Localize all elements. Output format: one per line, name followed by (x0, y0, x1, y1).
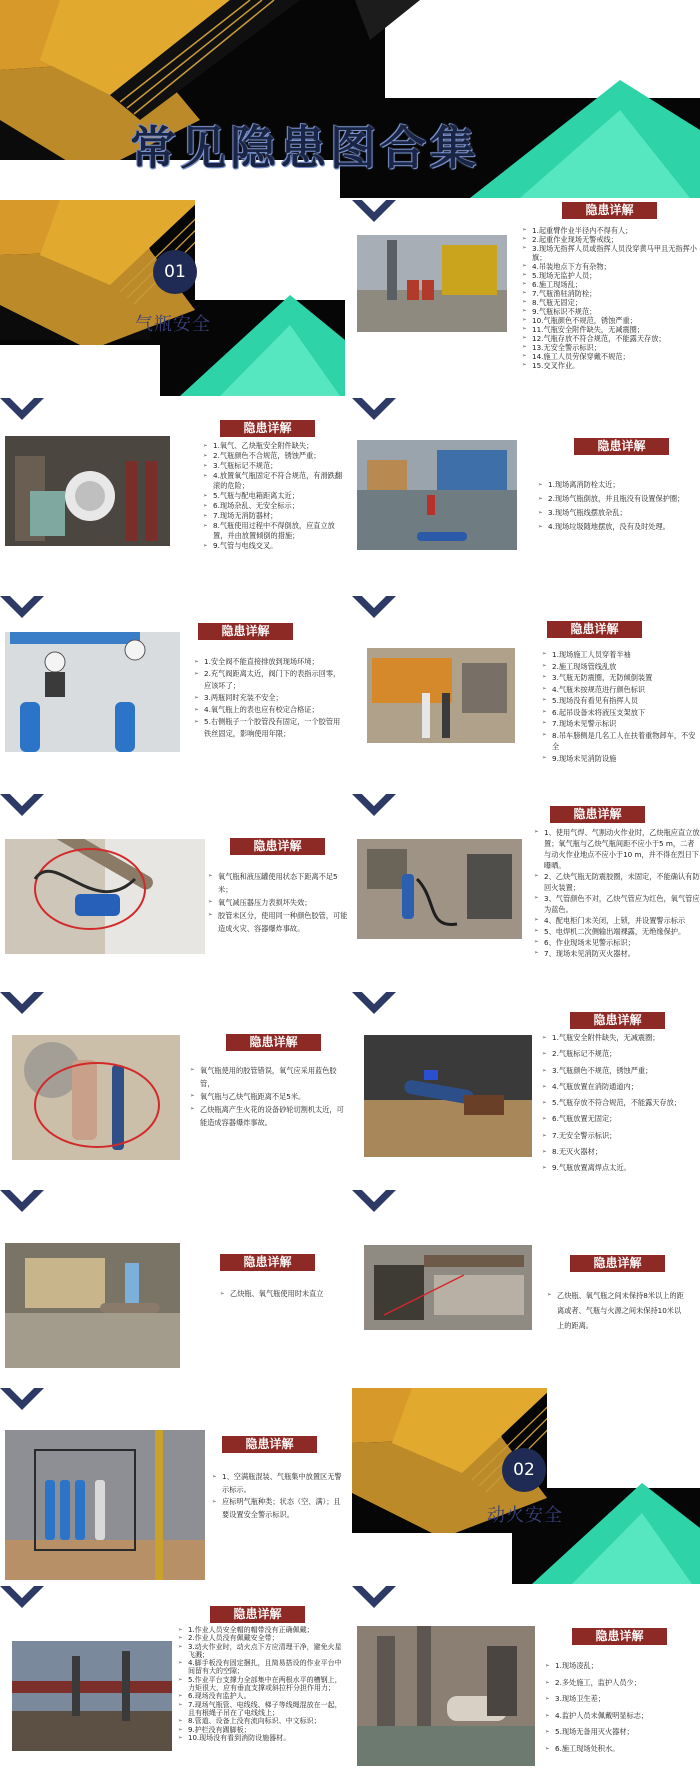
hazard-badge: 隐患详解 (550, 806, 645, 823)
hazard-item: ➢ 7.气瓶渔驻消防栓； (522, 289, 697, 298)
hazard-item: ➢ 5、电焊机二次侧输出端裸露，无绝缘保护。 (534, 926, 700, 937)
hazard-list (538, 478, 698, 534)
hazard-badge: 隐患详解 (222, 1436, 317, 1453)
hazard-item: ➢ 2.多处施工，监护人员少； (545, 1675, 695, 1692)
hazard-slide (0, 992, 348, 1188)
hazard-slide (352, 1190, 700, 1386)
hazard-item: ➢ 3.气瓶颜色不规范，锈蚀严重； (542, 1063, 698, 1079)
hazard-slide (0, 398, 348, 594)
hazard-badge: 隐患详解 (226, 1034, 321, 1051)
hazard-list (190, 1064, 346, 1129)
hazard-item: ➢ 2.作业人员没有佩戴安全带； (178, 1634, 346, 1642)
hazard-item: ➢ 1.起重臂作业半径内不得有人； (522, 226, 697, 235)
hazard-item: ➢ 4、配电柜门未关闭，上锁，并设置警示标示 (534, 915, 700, 926)
hazard-item: ➢ 5.作业平台支撑力全部集中在两根水平的槽钢上，力矩很大，应有垂直支撑或斜拉杆分担作用力； (178, 1676, 346, 1693)
hazard-item: ➢ 10.气瓶颜色不规范，锈蚀严重； (522, 316, 697, 325)
hazard-item: ➢ 氧气瓶使用的胶管错误，氧气应采用蓝色胶管， (190, 1064, 346, 1090)
chevron-icon (352, 1586, 396, 1616)
chevron-icon (352, 992, 396, 1022)
hazard-list (542, 1030, 698, 1177)
site-photo (5, 839, 205, 954)
hazard-badge: 隐患详解 (547, 621, 642, 638)
section-1-slide (0, 200, 345, 396)
hazard-slide (352, 1586, 700, 1781)
hazard-list (220, 1288, 346, 1300)
hazard-list (534, 827, 700, 959)
hazard-item: ➢ 1.氧气、乙炔瓶安全附件缺失； (203, 441, 346, 451)
chevron-icon (352, 596, 396, 626)
hazard-badge: 隐患详解 (562, 202, 657, 219)
hazard-item: ➢ 3、气管颜色不对，乙炔气管应为红色，氧气管应为蓝色。 (534, 893, 700, 915)
hazard-item: ➢ 2、乙炔气瓶无防震胶圈，未固定，不能确认有防回火装置； (534, 871, 700, 893)
hazard-list (203, 441, 346, 551)
hazard-item: ➢ 3.现场无指挥人员或指挥人员没穿黄马甲且无指挥小旗； (522, 244, 697, 262)
hazard-item: ➢ 14.施工人员劳保穿戴不规范； (522, 352, 697, 361)
hazard-item: ➢ 2.充气阀距离太近，阀门下的表指示回零，应该坏了； (194, 668, 346, 692)
hazard-item: ➢ 3.现场卫生差； (545, 1691, 695, 1708)
hazard-item: ➢ 9.气瓶标识不规范； (522, 307, 697, 316)
hazard-item: ➢ 氧气瓶与乙炔气瓶距离不足5米。 (190, 1090, 346, 1103)
hazard-item: ➢ 9.护栏没有踢脚板； (178, 1726, 346, 1734)
hazard-list (522, 226, 697, 370)
hazard-badge: 隐患详解 (570, 1012, 665, 1029)
chevron-icon (0, 992, 44, 1022)
hazard-item: ➢ 13.无安全警示标识； (522, 343, 697, 352)
cover-slide (0, 0, 700, 198)
hazard-item: ➢ 4.气瓶未按规范进行颜色标识 (542, 684, 697, 696)
hazard-item: ➢ 胶管未区分，使用同一种颜色胶管，可能造成火灾、容器爆炸事故。 (208, 909, 348, 935)
hazard-item: ➢ 应标明气瓶种类；状态（空、满）；且要设置安全警示标识。 (212, 1496, 346, 1521)
site-photo (367, 648, 515, 743)
hazard-item: ➢ 8.气瓶无固定； (522, 298, 697, 307)
hazard-item: ➢ 1.安全阀不能直接排放到现场环境； (194, 656, 346, 668)
hazard-item: ➢ 6.施工现场乱； (522, 280, 697, 289)
hazard-item: ➢ 8.吊车膀侧是几名工人在扶着重物卸车，不安全 (542, 730, 697, 753)
hazard-item: ➢ 5.现场没有看见有指挥人员 (542, 695, 697, 707)
hazard-item: ➢ 氧气瓶和液压罐使用状态下距离不足5米； (208, 870, 348, 896)
hazard-slide (0, 1190, 348, 1386)
hazard-item: ➢ 2.气瓶颜色不合规范，锈蚀严重； (203, 451, 346, 461)
hazard-item: ➢ 3.气瓶无防震圈，无防倾倒装置 (542, 672, 697, 684)
hazard-item: ➢ 6.起吊设备未将液压支架放下 (542, 707, 697, 719)
chevron-icon (352, 398, 396, 428)
hazard-item: ➢ 5.右侧瓶子一个胶管没有固定，一个胶管用铁丝固定，影响使用年限； (194, 716, 346, 740)
hazard-item: ➢ 2.施工现场管线乱放 (542, 661, 697, 673)
chevron-icon (352, 1190, 396, 1220)
hazard-item: ➢ 1.作业人员安全帽的帽带没有正确佩戴； (178, 1626, 346, 1634)
chevron-icon (0, 398, 44, 428)
section-1-graphics (0, 200, 345, 396)
hazard-slide (352, 794, 700, 990)
hazard-item: ➢ 15.交叉作业。 (522, 361, 697, 370)
section-2-slide (352, 1388, 700, 1584)
hazard-list (212, 1471, 346, 1521)
hazard-badge: 隐患详解 (210, 1606, 305, 1623)
site-photo (357, 1626, 535, 1766)
site-photo (364, 1245, 532, 1330)
site-photo (357, 839, 522, 939)
chevron-icon (0, 1388, 44, 1418)
hazard-item: ➢ 1、使用气焊、气割动火作业时，乙炔瓶应直立放置；氧气瓶与乙炔气瓶间距不应小于5 m，二者与动火作业地点不应小于10 m，并不得在烈日下曝晒。 (534, 827, 700, 871)
chevron-icon (352, 200, 396, 230)
hazard-badge: 隐患详解 (574, 438, 669, 455)
hazard-item: ➢ 8.气瓶使用过程中不得倒放，应直立放置，并由放置倾倒的措施； (203, 521, 346, 541)
hazard-item: ➢ 1.现场施工人员穿着半袖 (542, 649, 697, 661)
hazard-slide (0, 794, 348, 990)
section-title: 气瓶安全 (135, 314, 211, 335)
site-photo (5, 1243, 180, 1368)
chevron-icon (0, 1190, 44, 1220)
site-photo (357, 440, 517, 550)
section-number: 01 (153, 250, 197, 294)
hazard-item: ➢ 1.气瓶安全附件缺失，无减震圈； (542, 1030, 698, 1046)
site-photo (364, 1035, 532, 1157)
hazard-list (194, 656, 346, 740)
site-photo (357, 235, 507, 332)
hazard-item: ➢ 乙炔瓶离产生火花的设备砂轮切割机太近，可能造成容器爆炸事故。 (190, 1103, 346, 1129)
hazard-item: ➢ 7.无安全警示标识； (542, 1128, 698, 1144)
hazard-slide (352, 398, 700, 594)
hazard-item: ➢ 4.现场垃圾随地摆放，没有及时处理。 (538, 520, 698, 534)
hazard-item: ➢ 6.气瓶放置无固定； (542, 1111, 698, 1127)
hazard-item: ➢ 氧气减压器压力表损坏失效； (208, 896, 348, 909)
hazard-slide (352, 200, 700, 396)
hazard-list (547, 1288, 687, 1333)
chevron-icon (0, 596, 44, 626)
site-photo (12, 1035, 180, 1160)
hazard-item: ➢ 乙炔瓶、氧气瓶之间未保持8米以上的距离或者、气瓶与火源之间未保持10米以上的距离。 (547, 1288, 687, 1333)
hazard-slide (0, 1388, 348, 1584)
hazard-item: ➢ 4.脚手板没有固定捆扎，且简易搭设的作业平台中间留有大的空隙； (178, 1659, 346, 1676)
hazard-badge: 隐患详解 (572, 1628, 667, 1645)
hazard-item: ➢ 乙炔瓶、氧气瓶使用时未直立 (220, 1288, 346, 1300)
hazard-badge: 隐患详解 (230, 838, 325, 855)
site-photo (5, 1430, 205, 1580)
hazard-item: ➢ 9.气瓶放置离焊点太近。 (542, 1160, 698, 1176)
hazard-list (178, 1626, 346, 1742)
hazard-item: ➢ 5.气瓶存放不符合规范，不能露天存放； (542, 1095, 698, 1111)
hazard-list (545, 1658, 695, 1757)
hazard-item: ➢ 3.现场气瓶线摆放杂乱； (538, 506, 698, 520)
hazard-item: ➢ 2.现场气瓶倒放，并且瓶没有设置保护圈； (538, 492, 698, 506)
hazard-item: ➢ 3.气瓶标记不规范； (203, 461, 346, 471)
hazard-item: ➢ 6.现场杂乱、无安全标示； (203, 501, 346, 511)
hazard-item: ➢ 8.管道、设备上没有流向标识、中文标识； (178, 1717, 346, 1725)
hazard-badge: 隐患详解 (198, 623, 293, 640)
hazard-badge: 隐患详解 (220, 420, 315, 437)
hazard-item: ➢ 6、作业现场未见警示标识； (534, 937, 700, 948)
hazard-item: ➢ 5.现场无备用灭火器材； (545, 1724, 695, 1741)
hazard-item: ➢ 10.现场没有看到消防设施器材。 (178, 1734, 346, 1742)
hazard-item: ➢ 5.气瓶与配电箱距离太近； (203, 491, 346, 501)
hazard-item: ➢ 1.现场离消防栓太近； (538, 478, 698, 492)
hazard-item: ➢ 7、现场未见消防灭火器材。 (534, 948, 700, 959)
hazard-item: ➢ 8.无灭火器材； (542, 1144, 698, 1160)
hazard-item: ➢ 3.动火作业时，动火点下方应清理干净，避免火星飞溅； (178, 1643, 346, 1660)
hazard-slide (352, 992, 700, 1188)
hazard-item: ➢ 6.现场没有监护人。 (178, 1692, 346, 1700)
hazard-item: ➢ 11.气瓶安全附件缺失，无减震圈； (522, 325, 697, 334)
hazard-item: ➢ 9.气管与电线交叉。 (203, 541, 346, 551)
hazard-item: ➢ 7.现场气瓶管、电线线、梯子等线绳混放在一起，且有根绳子吊在了电线线上； (178, 1701, 346, 1718)
hazard-badge: 隐患详解 (570, 1255, 665, 1272)
site-photo (5, 632, 180, 752)
chevron-icon (0, 1586, 44, 1616)
hazard-item: ➢ 7.现场无消防器材； (203, 511, 346, 521)
site-photo (12, 1641, 172, 1751)
hazard-slide (0, 1586, 348, 1781)
hazard-item: ➢ 5.现场无监护人员； (522, 271, 697, 280)
chevron-icon (0, 794, 44, 824)
hazard-list (542, 649, 697, 764)
section-title: 动火安全 (487, 1505, 563, 1526)
hazard-badge: 隐患详解 (220, 1254, 315, 1271)
hazard-item: ➢ 4.吊装地点下方有杂物； (522, 262, 697, 271)
hazard-item: ➢ 9.现场未见消防设施 (542, 753, 697, 765)
section-number: 02 (502, 1448, 546, 1492)
hazard-item: ➢ 2.起重作业现场无警戒线； (522, 235, 697, 244)
hazard-item: ➢ 1、空满瓶混装、气瓶集中放置区无警示标示。 (212, 1471, 346, 1496)
hazard-item: ➢ 7.现场未见警示标识 (542, 718, 697, 730)
chevron-icon (352, 794, 396, 824)
hazard-item: ➢ 1.现场凌乱； (545, 1658, 695, 1675)
hazard-item: ➢ 2.气瓶标记不规范； (542, 1046, 698, 1062)
hazard-slide (0, 596, 348, 792)
hazard-item: ➢ 6.施工现场处积水。 (545, 1741, 695, 1758)
hazard-item: ➢ 4.氧气瓶上的表也应有校定合格证； (194, 704, 346, 716)
hazard-item: ➢ 4.气瓶放置在消防通道内； (542, 1079, 698, 1095)
hazard-slide (352, 596, 700, 792)
hazard-list (208, 870, 348, 935)
cover-title: 常见隐患图合集 (130, 121, 480, 175)
hazard-item: ➢ 4.监护人员未佩戴明显标志； (545, 1708, 695, 1725)
hazard-item: ➢ 12.气瓶存放不符合规范，不能露天存放； (522, 334, 697, 343)
hazard-item: ➢ 3.两瓶同时充装不安全； (194, 692, 346, 704)
site-photo (5, 436, 170, 546)
hazard-item: ➢ 4.放置氧气瓶固定不符合规范，有滑跌翻滚的危险； (203, 471, 346, 491)
